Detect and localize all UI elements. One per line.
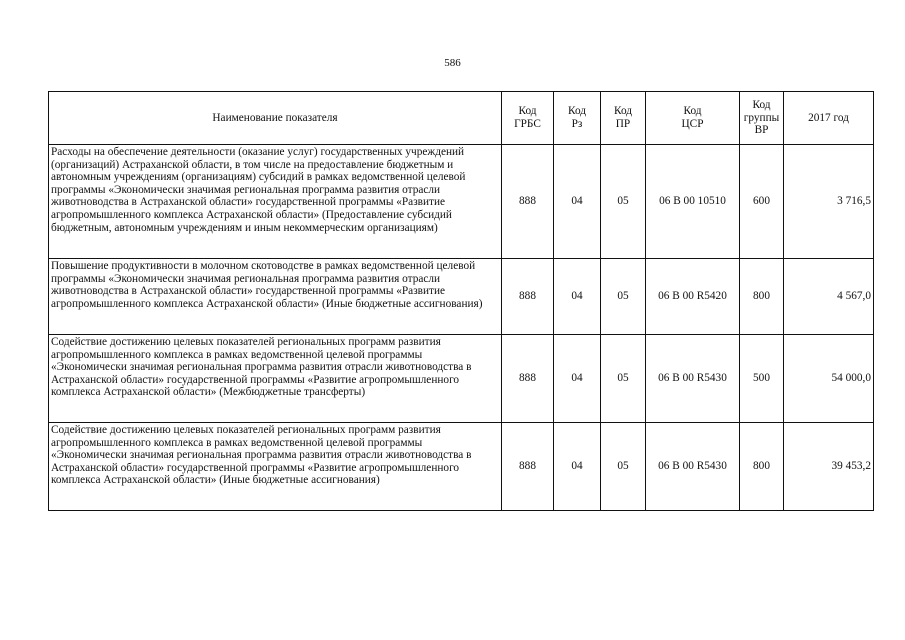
row-amount: 4 567,0 [784, 259, 874, 335]
header-csr: Код ЦСР [646, 92, 740, 145]
row-csr: 06 В 00 R5430 [646, 335, 740, 423]
row-csr: 06 В 00 R5430 [646, 423, 740, 511]
header-vr: Код группы ВР [740, 92, 784, 145]
table-row [49, 259, 874, 335]
header-rz: Код Рз [554, 92, 601, 145]
row-grbs: 888 [502, 335, 554, 423]
row-grbs: 888 [502, 145, 554, 259]
row-csr: 06 В 00 R5420 [646, 259, 740, 335]
header-name: Наименование показателя [49, 92, 502, 145]
page-number: 586 [444, 57, 461, 69]
row-name: Содействие достижению целевых показателей региональных программ развития агропромышленного комплекса в рамках ведомственной целевой программы «Экономически значимая региональная программа развития отрасли животноводства в Астраханской области» государственной программы «Развитие агропромышленного комплекса Астраханской области» (Межбюджетные трансферты) [49, 335, 502, 423]
header-row [49, 92, 874, 145]
row-name: Повышение продуктивности в молочном скотоводстве в рамках ведомственной целевой программы «Экономически значимая региональная программа развития отрасли животноводства в Астраханской области» государственной программы «Развитие агропромышленного комплекса Астраханской области» (Иные бюджетные ассигнования) [49, 259, 502, 335]
budget-table [48, 91, 874, 511]
row-pr: 05 [601, 335, 646, 423]
row-rz: 04 [554, 335, 601, 423]
row-vr: 600 [740, 145, 784, 259]
row-vr: 800 [740, 259, 784, 335]
row-rz: 04 [554, 423, 601, 511]
row-amount: 39 453,2 [784, 423, 874, 511]
row-grbs: 888 [502, 423, 554, 511]
row-grbs: 888 [502, 259, 554, 335]
row-pr: 05 [601, 423, 646, 511]
header-grbs: Код ГРБС [502, 92, 554, 145]
row-rz: 04 [554, 145, 601, 259]
row-amount: 3 716,5 [784, 145, 874, 259]
table-row [49, 145, 874, 259]
row-name: Содействие достижению целевых показателей региональных программ развития агропромышленного комплекса в рамках ведомственной целевой программы «Экономически значимая региональная программа развития отрасли животноводства в Астраханской области» государственной программы «Развитие агропромышленного комплекса Астраханской области» (Иные бюджетные ассигнования) [49, 423, 502, 511]
row-vr: 500 [740, 335, 784, 423]
row-amount: 54 000,0 [784, 335, 874, 423]
row-vr: 800 [740, 423, 784, 511]
row-pr: 05 [601, 259, 646, 335]
table-row [49, 423, 874, 511]
row-csr: 06 В 00 10510 [646, 145, 740, 259]
row-pr: 05 [601, 145, 646, 259]
row-rz: 04 [554, 259, 601, 335]
table-row [49, 335, 874, 423]
header-year: 2017 год [784, 92, 874, 145]
header-pr: Код ПР [601, 92, 646, 145]
row-name: Расходы на обеспечение деятельности (оказание услуг) государственных учреждений (организаций) Астраханской области, в том числе на предоставление бюджетным и автономным учреждениям (организациям) субсидий в рамках ведомственной целевой программы «Экономически значимая региональная программа развития отрасли животноводства в Астраханской области» государственной программы «Развитие агропромышленного комплекса Астраханской области» (Предоставление субсидий бюджетным, автономным учреждениям и иным некоммерческим организациям) [49, 145, 502, 259]
